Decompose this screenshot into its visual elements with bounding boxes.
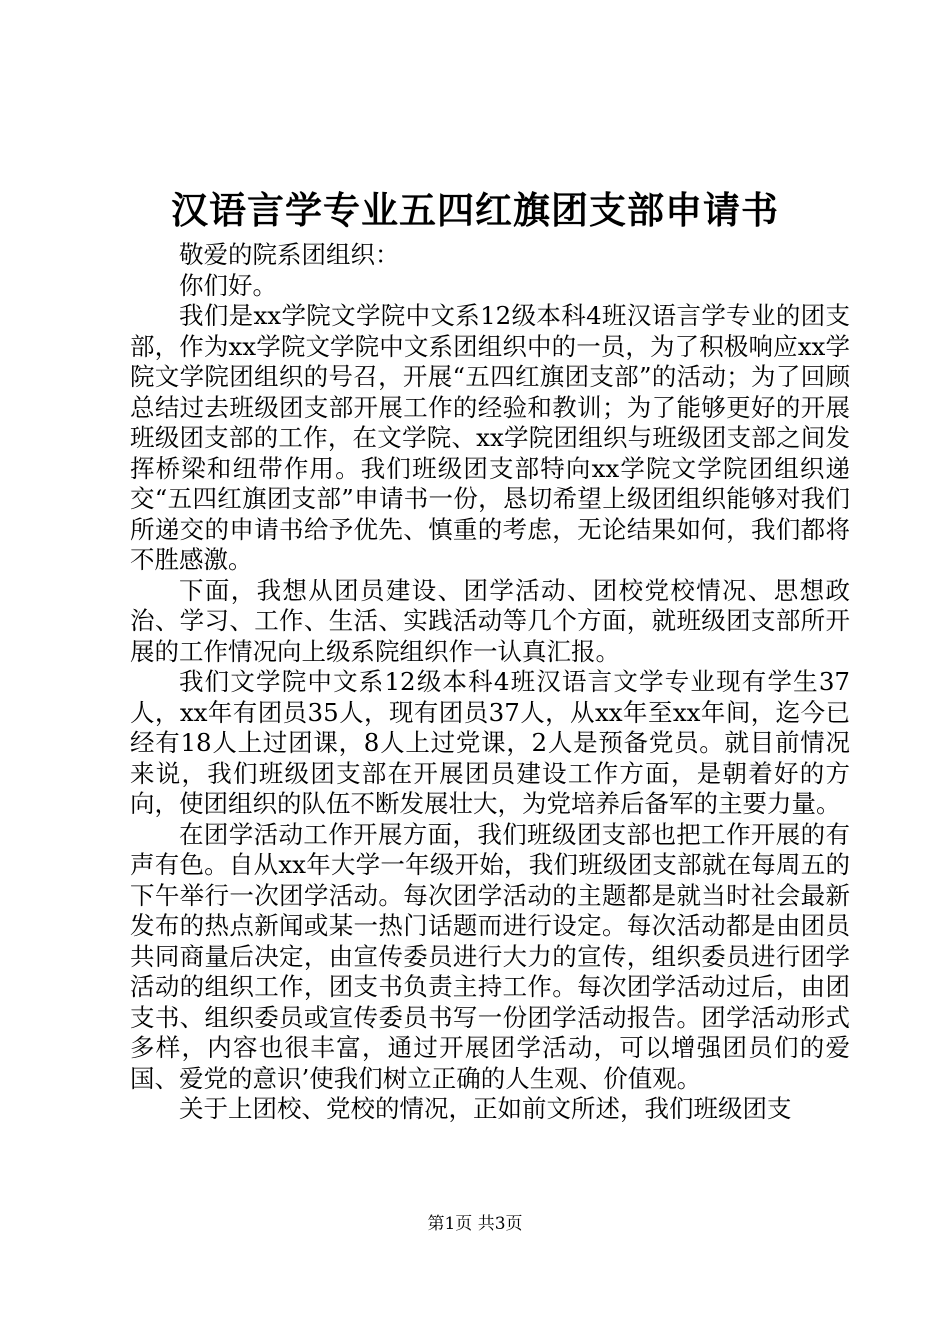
- paragraph: 我们文学院中文系12级本科4班汉语言文学专业现有学生37人，xx年有团员35人，现有团员37人，从xx年至xx年间，迄今已经有18人上过团课，8人上过党课，2人是预备党员。就目前情况来说，我们班级团支部在开展团员建设工作方面，是朝着好的方向，使团组织的队伍不断发展壮大，为党培养后备军的主要力量。: [130, 667, 850, 818]
- greeting: 你们好。: [179, 270, 277, 300]
- document-body: [130, 240, 850, 1125]
- paragraph: 在团学活动工作开展方面，我们班级团支部也把工作开展的有声有色。自从xx年大学一年级开始，我们班级团支部就在每周五的下午举行一次团学活动。每次团学活动的主题都是就当时社会最新发布的热点新闻或某一热门话题而进行设定。每次活动都是由团员共同商量后决定，由宣传委员进行大力的宣传，组织委员进行团学活动的组织工作，团支书负责主持工作。每次团学活动过后，由团支书、组织委员或宣传委员书写一份团学活动报告。团学活动形式多样，内容也很丰富，通过开展团学活动，可以增强团员们的爱国、爱党的意识’使我们树立正确的人生观、价值观。: [130, 819, 850, 1093]
- paragraph: 下面，我想从团员建设、团学活动、团校党校情况、思想政治、学习、工作、生活、实践活动等几个方面，就班级团支部所开展的工作情况向上级系院组织作一认真汇报。: [130, 575, 850, 666]
- document-title: 汉语言学专业五四红旗团支部申请书: [171, 188, 779, 232]
- salutation: 敬爱的院系团组织：: [179, 240, 400, 269]
- page-footer: 第1页 共3页: [427, 1214, 523, 1234]
- paragraph: 关于上团校、党校的情况，正如前文所述，我们班级团支: [179, 1094, 792, 1123]
- paragraph: 我们是xx学院文学院中文系12级本科4班汉语言学专业的团支部，作为xx学院文学院中文系团组织中的一员，为了积极响应xx学院文学院团组织的号召，开展“五四红旗团支部”的活动；为了回顾总结过去班级团支部开展工作的经验和教训；为了能够更好的开展班级团支部的工作，在文学院、xx学院团组织与班级团支部之间发挥桥梁和纽带作用。我们班级团支部特向xx学院文学院团组织递交“五四红旗团支部”申请书一份，恳切希望上级团组织能够对我们所递交的申请书给予优先、慎重的考虑，无论结果如何，我们都将不胜感激。: [130, 301, 850, 574]
